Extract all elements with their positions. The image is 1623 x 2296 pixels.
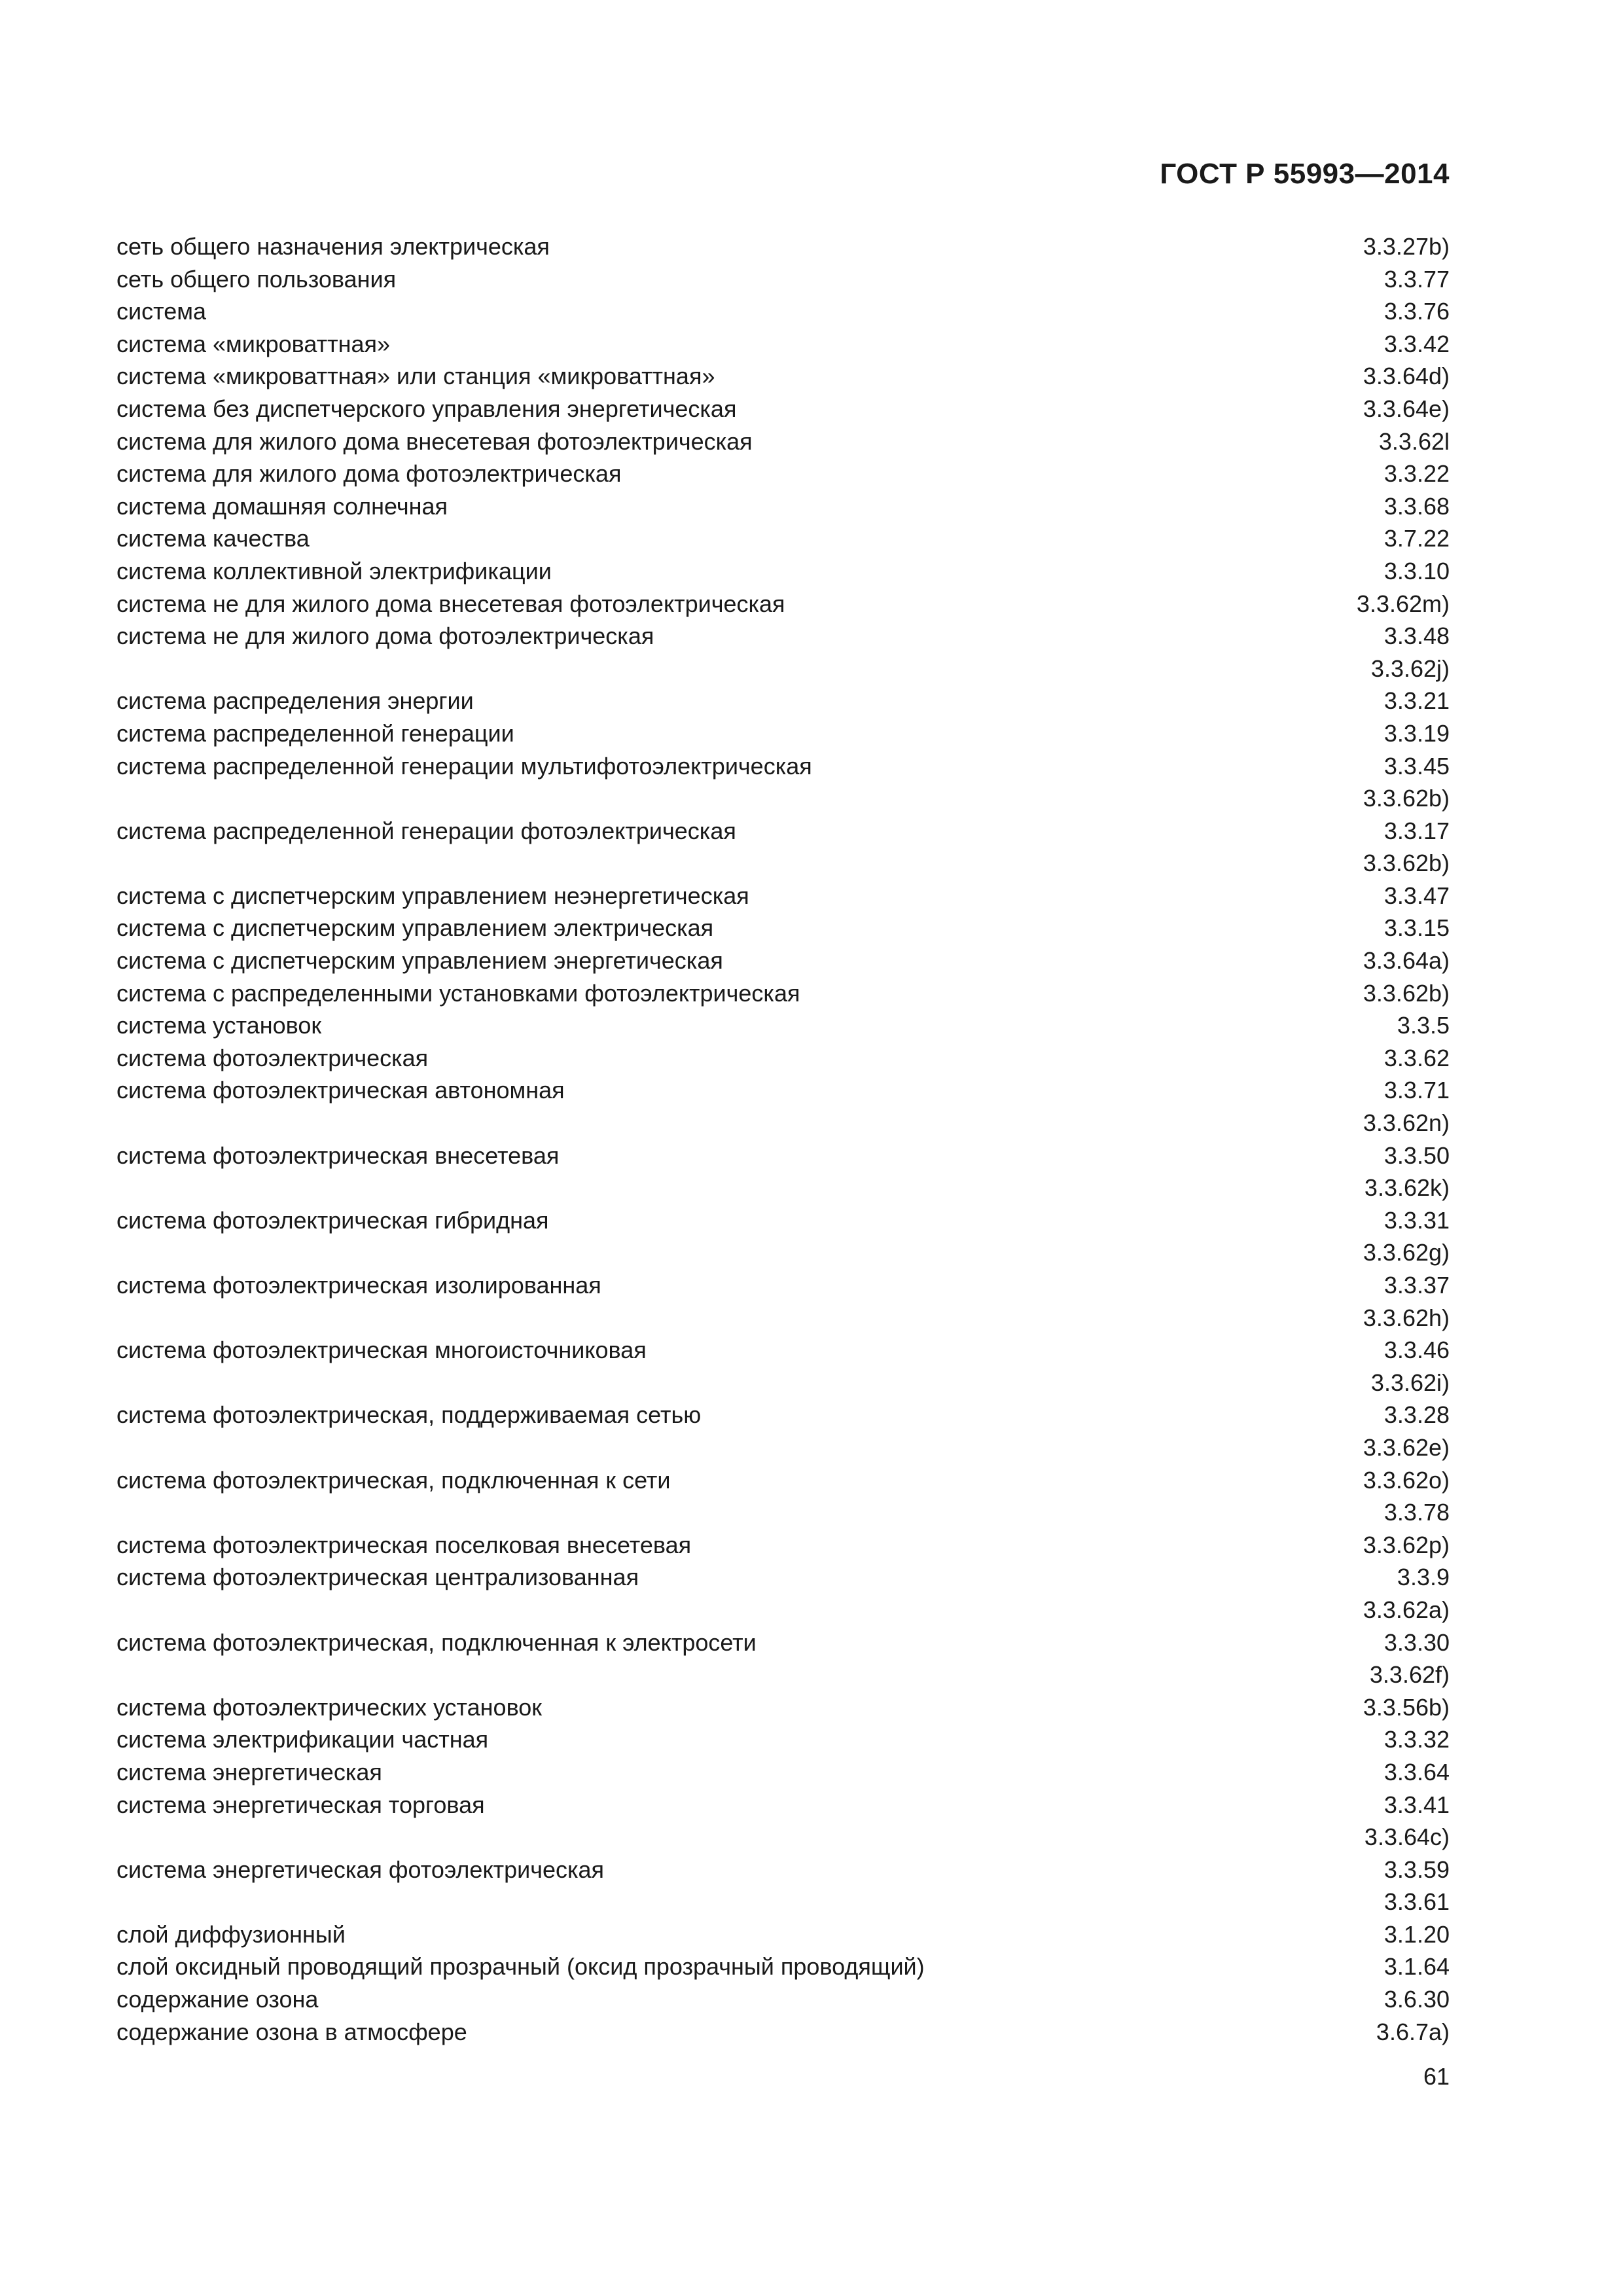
index-entry — [116, 1918, 1450, 1951]
index-refs — [1370, 1626, 1450, 1691]
index-term: сеть общего назначения электрическая — [116, 233, 550, 260]
index-entry — [116, 1789, 1450, 1854]
index-entry — [116, 944, 1450, 977]
index-reference: 3.3.71 — [1383, 1077, 1450, 1104]
index-refs — [1363, 1269, 1450, 1334]
index-refs — [1384, 1983, 1450, 2016]
index-refs — [1384, 1950, 1450, 1983]
index-term: система распределения энергии — [116, 687, 474, 715]
index-reference: 3.3.17 — [1383, 817, 1450, 844]
index-reference: 3.3.62j) — [1370, 655, 1450, 682]
index-refs — [1384, 263, 1450, 296]
index-entry — [116, 1009, 1450, 1042]
index-refs — [1384, 555, 1450, 588]
index-reference: 3.3.64e) — [1363, 395, 1450, 422]
index-entry — [116, 977, 1450, 1010]
index-term: система не для жилого дома внесетевая фотоэлектрическая — [116, 590, 785, 617]
index-term: система фотоэлектрическая — [116, 1044, 429, 1071]
index-reference: 3.3.45 — [1383, 752, 1450, 780]
index-reference: 3.3.62g) — [1363, 1239, 1450, 1266]
index-reference: 3.3.46 — [1383, 1336, 1450, 1364]
index-refs — [1384, 717, 1450, 750]
index-refs — [1363, 750, 1450, 815]
index-entry — [116, 1854, 1450, 1918]
index-entry — [116, 1464, 1450, 1529]
index-term: система фотоэлектрическая, подключенная к электросети — [116, 1628, 757, 1656]
document-header: ГОСТ Р 55993—2014 — [1160, 158, 1450, 190]
index-reference: 3.3.62n) — [1363, 1109, 1450, 1137]
index-term: система фотоэлектрическая централизованная — [116, 1564, 639, 1591]
index-reference: 3.3.21 — [1383, 687, 1450, 715]
index-entry — [116, 1139, 1450, 1204]
index-refs — [1384, 490, 1450, 523]
index-entry — [116, 685, 1450, 717]
index-entry — [116, 880, 1450, 912]
index-reference: 3.3.62e) — [1363, 1433, 1450, 1461]
index-entry — [116, 295, 1450, 328]
index-refs — [1376, 2016, 1450, 2049]
index-entry — [116, 393, 1450, 425]
index-reference: 3.3.27b) — [1363, 233, 1450, 260]
index-refs — [1363, 1074, 1450, 1139]
index-entry — [116, 1334, 1450, 1399]
index-entry — [116, 620, 1450, 685]
index-refs — [1363, 815, 1450, 880]
index-term: система энергетическая фотоэлектрическая — [116, 1856, 605, 1883]
index-entry — [116, 1042, 1450, 1075]
index-refs — [1371, 620, 1450, 685]
index-reference: 3.3.62f) — [1369, 1661, 1450, 1689]
index-term: система фотоэлектрическая поселковая внесетевая — [116, 1531, 692, 1558]
index-reference: 3.3.62i) — [1370, 1369, 1450, 1396]
index-refs — [1363, 1691, 1450, 1724]
index-refs — [1379, 425, 1450, 458]
index-reference: 3.3.10 — [1383, 557, 1450, 584]
index-term: система энергетическая — [116, 1758, 382, 1785]
index-refs — [1384, 1854, 1450, 1918]
index-reference: 3.3.77 — [1383, 265, 1450, 293]
index-entry — [116, 717, 1450, 750]
index-term: система фотоэлектрическая, поддерживаемая сетью — [116, 1401, 702, 1429]
index-reference: 3.3.30 — [1383, 1628, 1450, 1656]
index-entry — [116, 1723, 1450, 1756]
index-entry — [116, 815, 1450, 880]
index-reference: 3.3.15 — [1383, 914, 1450, 942]
index-reference: 3.3.37 — [1383, 1272, 1450, 1299]
index-reference: 3.3.41 — [1383, 1791, 1450, 1818]
index-reference: 3.3.64d) — [1363, 363, 1450, 390]
index-refs — [1384, 1918, 1450, 1951]
index-reference: 3.3.19 — [1383, 719, 1450, 747]
index-reference: 3.7.22 — [1383, 525, 1450, 552]
index-entry — [116, 912, 1450, 944]
index-term: система с диспетчерским управлением энергетическая — [116, 947, 723, 975]
index-entry — [116, 522, 1450, 555]
index-entry — [116, 1626, 1450, 1691]
index-entry — [116, 2016, 1450, 2049]
index-refs — [1363, 230, 1450, 263]
index-reference: 3.3.22 — [1383, 460, 1450, 488]
index-term: содержание озона — [116, 1986, 319, 2013]
index-term: система электрификации частная — [116, 1726, 489, 1753]
index-refs — [1363, 1561, 1450, 1626]
index-term: система фотоэлектрических установок — [116, 1693, 543, 1721]
index-reference: 3.3.61 — [1383, 1888, 1450, 1916]
index-refs — [1363, 1204, 1450, 1269]
index-reference: 3.3.62l — [1378, 427, 1450, 455]
index-term: система фотоэлектрическая, подключенная к сети — [116, 1466, 671, 1494]
index-refs — [1363, 1464, 1450, 1529]
index-term: слой оксидный проводящий прозрачный (оксид прозрачный проводящий) — [116, 1953, 925, 1981]
index-reference: 3.3.62p) — [1363, 1531, 1450, 1558]
index-reference: 3.1.64 — [1383, 1953, 1450, 1981]
index-entry — [116, 588, 1450, 620]
index-entry — [116, 1074, 1450, 1139]
index-entry — [116, 1269, 1450, 1334]
index-term: система не для жилого дома фотоэлектрическая — [116, 622, 654, 650]
index-entry — [116, 230, 1450, 263]
index-term: система фотоэлектрическая изолированная — [116, 1272, 601, 1299]
index-term: система качества — [116, 525, 310, 552]
index-term: система с диспетчерским управлением электрическая — [116, 914, 714, 942]
index-reference: 3.3.76 — [1383, 298, 1450, 325]
index-reference: 3.3.50 — [1383, 1141, 1450, 1169]
index-reference: 3.3.48 — [1383, 622, 1450, 650]
index-term: система для жилого дома фотоэлектрическая — [116, 460, 622, 488]
index-reference: 3.3.56b) — [1363, 1693, 1450, 1721]
index-refs — [1371, 1334, 1450, 1399]
index-entry — [116, 360, 1450, 393]
index-term: система энергетическая торговая — [116, 1791, 485, 1818]
index-entry — [116, 1561, 1450, 1626]
index-reference: 3.3.64c) — [1364, 1823, 1450, 1851]
index-reference: 3.3.62o) — [1363, 1466, 1450, 1494]
index-entry — [116, 1529, 1450, 1562]
index-reference: 3.3.62b) — [1363, 850, 1450, 877]
index-refs — [1397, 1009, 1450, 1042]
index-term: система для жилого дома внесетевая фотоэлектрическая — [116, 427, 753, 455]
index-reference: 3.3.62 — [1383, 1044, 1450, 1071]
index-refs — [1384, 1756, 1450, 1789]
index-term: слой диффузионный — [116, 1920, 346, 1948]
page-number: 61 — [1423, 2063, 1450, 2090]
index-reference: 3.3.62m) — [1356, 590, 1450, 617]
index-reference: 3.3.32 — [1383, 1726, 1450, 1753]
index-term: система фотоэлектрическая гибридная — [116, 1206, 549, 1234]
index-term: содержание озона в атмосфере — [116, 2018, 467, 2045]
index-refs — [1363, 1529, 1450, 1562]
index-reference: 3.3.62b) — [1363, 785, 1450, 812]
index-refs — [1384, 1042, 1450, 1075]
index-term: система с распределенными установками фотоэлектрическая — [116, 979, 800, 1007]
index-term: система с диспетчерским управлением неэнергетическая — [116, 882, 749, 909]
index-refs — [1384, 685, 1450, 717]
index-reference: 3.3.78 — [1383, 1499, 1450, 1526]
index-reference: 3.3.62h) — [1363, 1304, 1450, 1331]
index-reference: 3.3.31 — [1383, 1206, 1450, 1234]
index-refs — [1364, 1789, 1450, 1854]
index-term: система фотоэлектрическая автономная — [116, 1077, 565, 1104]
index-entry — [116, 1399, 1450, 1463]
index-entry — [116, 1756, 1450, 1789]
index-reference: 3.3.59 — [1383, 1856, 1450, 1883]
index-term: система без диспетчерского управления энергетическая — [116, 395, 737, 422]
index-reference: 3.3.68 — [1383, 492, 1450, 520]
index-term: система фотоэлектрическая многоисточниковая — [116, 1336, 647, 1364]
index-term: система распределенной генерации мультифотоэлектрическая — [116, 752, 812, 780]
index-reference: 3.3.62a) — [1363, 1596, 1450, 1623]
index-reference: 3.3.62k) — [1364, 1174, 1450, 1202]
index-reference: 3.6.7a) — [1376, 2018, 1450, 2045]
index-list — [116, 230, 1450, 2048]
index-term: система распределенной генерации — [116, 719, 514, 747]
index-reference: 3.3.9 — [1397, 1564, 1450, 1591]
index-entry — [116, 328, 1450, 361]
index-term: система «микроваттная» — [116, 330, 391, 357]
index-term: сеть общего пользования — [116, 265, 397, 293]
index-entry — [116, 1691, 1450, 1724]
index-refs — [1357, 588, 1450, 620]
index-reference: 3.3.62b) — [1363, 979, 1450, 1007]
index-refs — [1363, 393, 1450, 425]
index-reference: 3.3.5 — [1397, 1012, 1450, 1039]
index-reference: 3.3.64 — [1383, 1758, 1450, 1785]
index-refs — [1384, 295, 1450, 328]
index-entry — [116, 1950, 1450, 1983]
index-refs — [1384, 912, 1450, 944]
index-entry — [116, 1983, 1450, 2016]
index-reference: 3.3.28 — [1383, 1401, 1450, 1429]
index-refs — [1363, 944, 1450, 977]
index-entry — [116, 1204, 1450, 1269]
index-reference: 3.3.47 — [1383, 882, 1450, 909]
index-refs — [1384, 1723, 1450, 1756]
index-term: система распределенной генерации фотоэлектрическая — [116, 817, 736, 844]
index-term: система — [116, 298, 206, 325]
index-refs — [1363, 360, 1450, 393]
index-entry — [116, 555, 1450, 588]
index-refs — [1364, 1139, 1450, 1204]
index-entry — [116, 490, 1450, 523]
index-refs — [1384, 457, 1450, 490]
index-term: система домашняя солнечная — [116, 492, 448, 520]
index-reference: 3.3.42 — [1383, 330, 1450, 357]
index-reference: 3.6.30 — [1383, 1986, 1450, 2013]
index-term: система установок — [116, 1012, 322, 1039]
index-refs — [1363, 1399, 1450, 1463]
index-entry — [116, 425, 1450, 458]
index-entry — [116, 263, 1450, 296]
index-refs — [1363, 977, 1450, 1010]
index-term: система фотоэлектрическая внесетевая — [116, 1141, 560, 1169]
index-reference: 3.1.20 — [1383, 1920, 1450, 1948]
index-refs — [1384, 880, 1450, 912]
index-reference: 3.3.64a) — [1363, 947, 1450, 975]
index-refs — [1384, 328, 1450, 361]
index-refs — [1384, 522, 1450, 555]
index-entry — [116, 457, 1450, 490]
index-term: система «микроваттная» или станция «микроваттная» — [116, 363, 715, 390]
index-entry — [116, 750, 1450, 815]
index-term: система коллективной электрификации — [116, 557, 552, 584]
